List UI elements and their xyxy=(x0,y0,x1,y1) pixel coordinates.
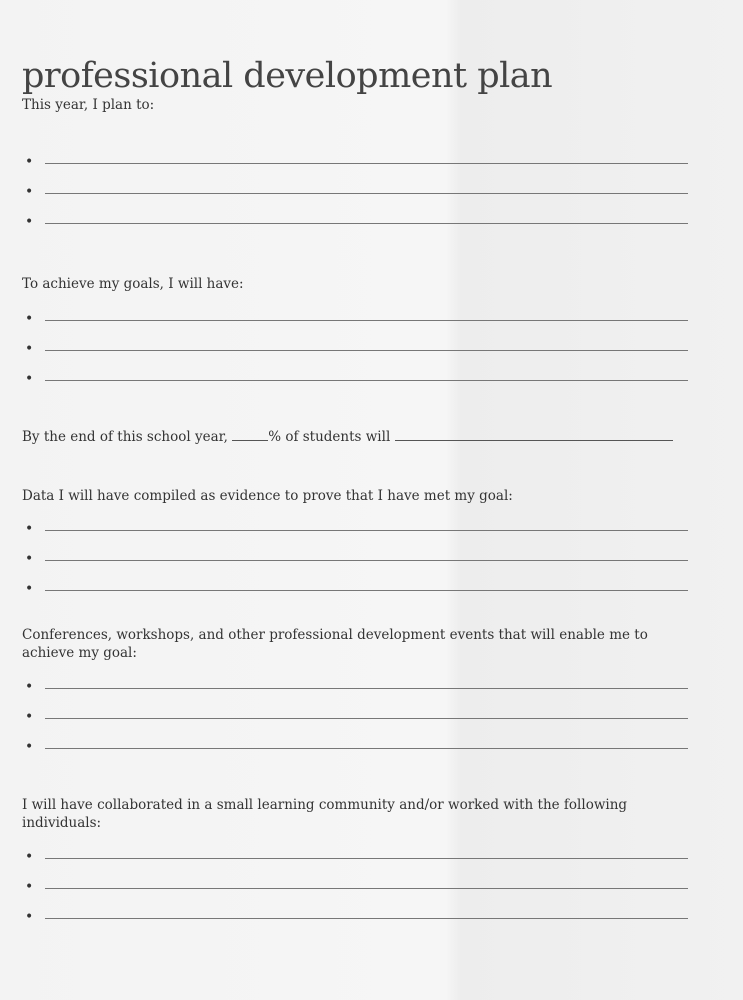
section-plan-label: This year, I plan to: xyxy=(22,97,155,113)
bullet: • xyxy=(25,739,34,755)
bullet: • xyxy=(25,184,34,200)
section-percent-statement xyxy=(22,428,702,446)
students-will-blank-field[interactable] xyxy=(395,428,673,441)
write-in-line[interactable] xyxy=(45,350,688,351)
bullet: • xyxy=(25,311,34,327)
bullet: • xyxy=(25,709,34,725)
write-in-line[interactable] xyxy=(45,918,688,919)
write-in-line[interactable] xyxy=(45,590,688,591)
write-in-line[interactable] xyxy=(45,858,688,859)
bullet: • xyxy=(25,551,34,567)
write-in-line[interactable] xyxy=(45,320,688,321)
write-in-line[interactable] xyxy=(45,748,688,749)
percent-label-middle: % of students will xyxy=(268,429,391,445)
section-conferences-label: Conferences, workshops, and other professional development events that will enable me to achieve my goal: xyxy=(22,627,648,661)
bullet: • xyxy=(25,879,34,895)
write-in-line[interactable] xyxy=(45,560,688,561)
bullet: • xyxy=(25,214,34,230)
write-in-line[interactable] xyxy=(45,888,688,889)
bullet: • xyxy=(25,849,34,865)
write-in-line[interactable] xyxy=(45,193,688,194)
bullet: • xyxy=(25,909,34,925)
bullet: • xyxy=(25,341,34,357)
write-in-line[interactable] xyxy=(45,718,688,719)
bullet: • xyxy=(25,371,34,387)
write-in-line[interactable] xyxy=(45,688,688,689)
write-in-line[interactable] xyxy=(45,223,688,224)
section-data-label: Data I will have compiled as evidence to prove that I have met my goal: xyxy=(22,488,513,504)
write-in-line[interactable] xyxy=(45,530,688,531)
percent-blank-field[interactable] xyxy=(232,428,268,441)
write-in-line[interactable] xyxy=(45,380,688,381)
bullet: • xyxy=(25,154,34,170)
section-goals-label: To achieve my goals, I will have: xyxy=(22,276,244,292)
bullet: • xyxy=(25,521,34,537)
bullet: • xyxy=(25,581,34,597)
page-title: professional development plan xyxy=(22,56,553,96)
write-in-line[interactable] xyxy=(45,163,688,164)
section-collaboration-label: I will have collaborated in a small learning community and/or worked with the following individuals: xyxy=(22,797,628,831)
percent-label-before: By the end of this school year, xyxy=(22,429,228,445)
bullet: • xyxy=(25,679,34,695)
